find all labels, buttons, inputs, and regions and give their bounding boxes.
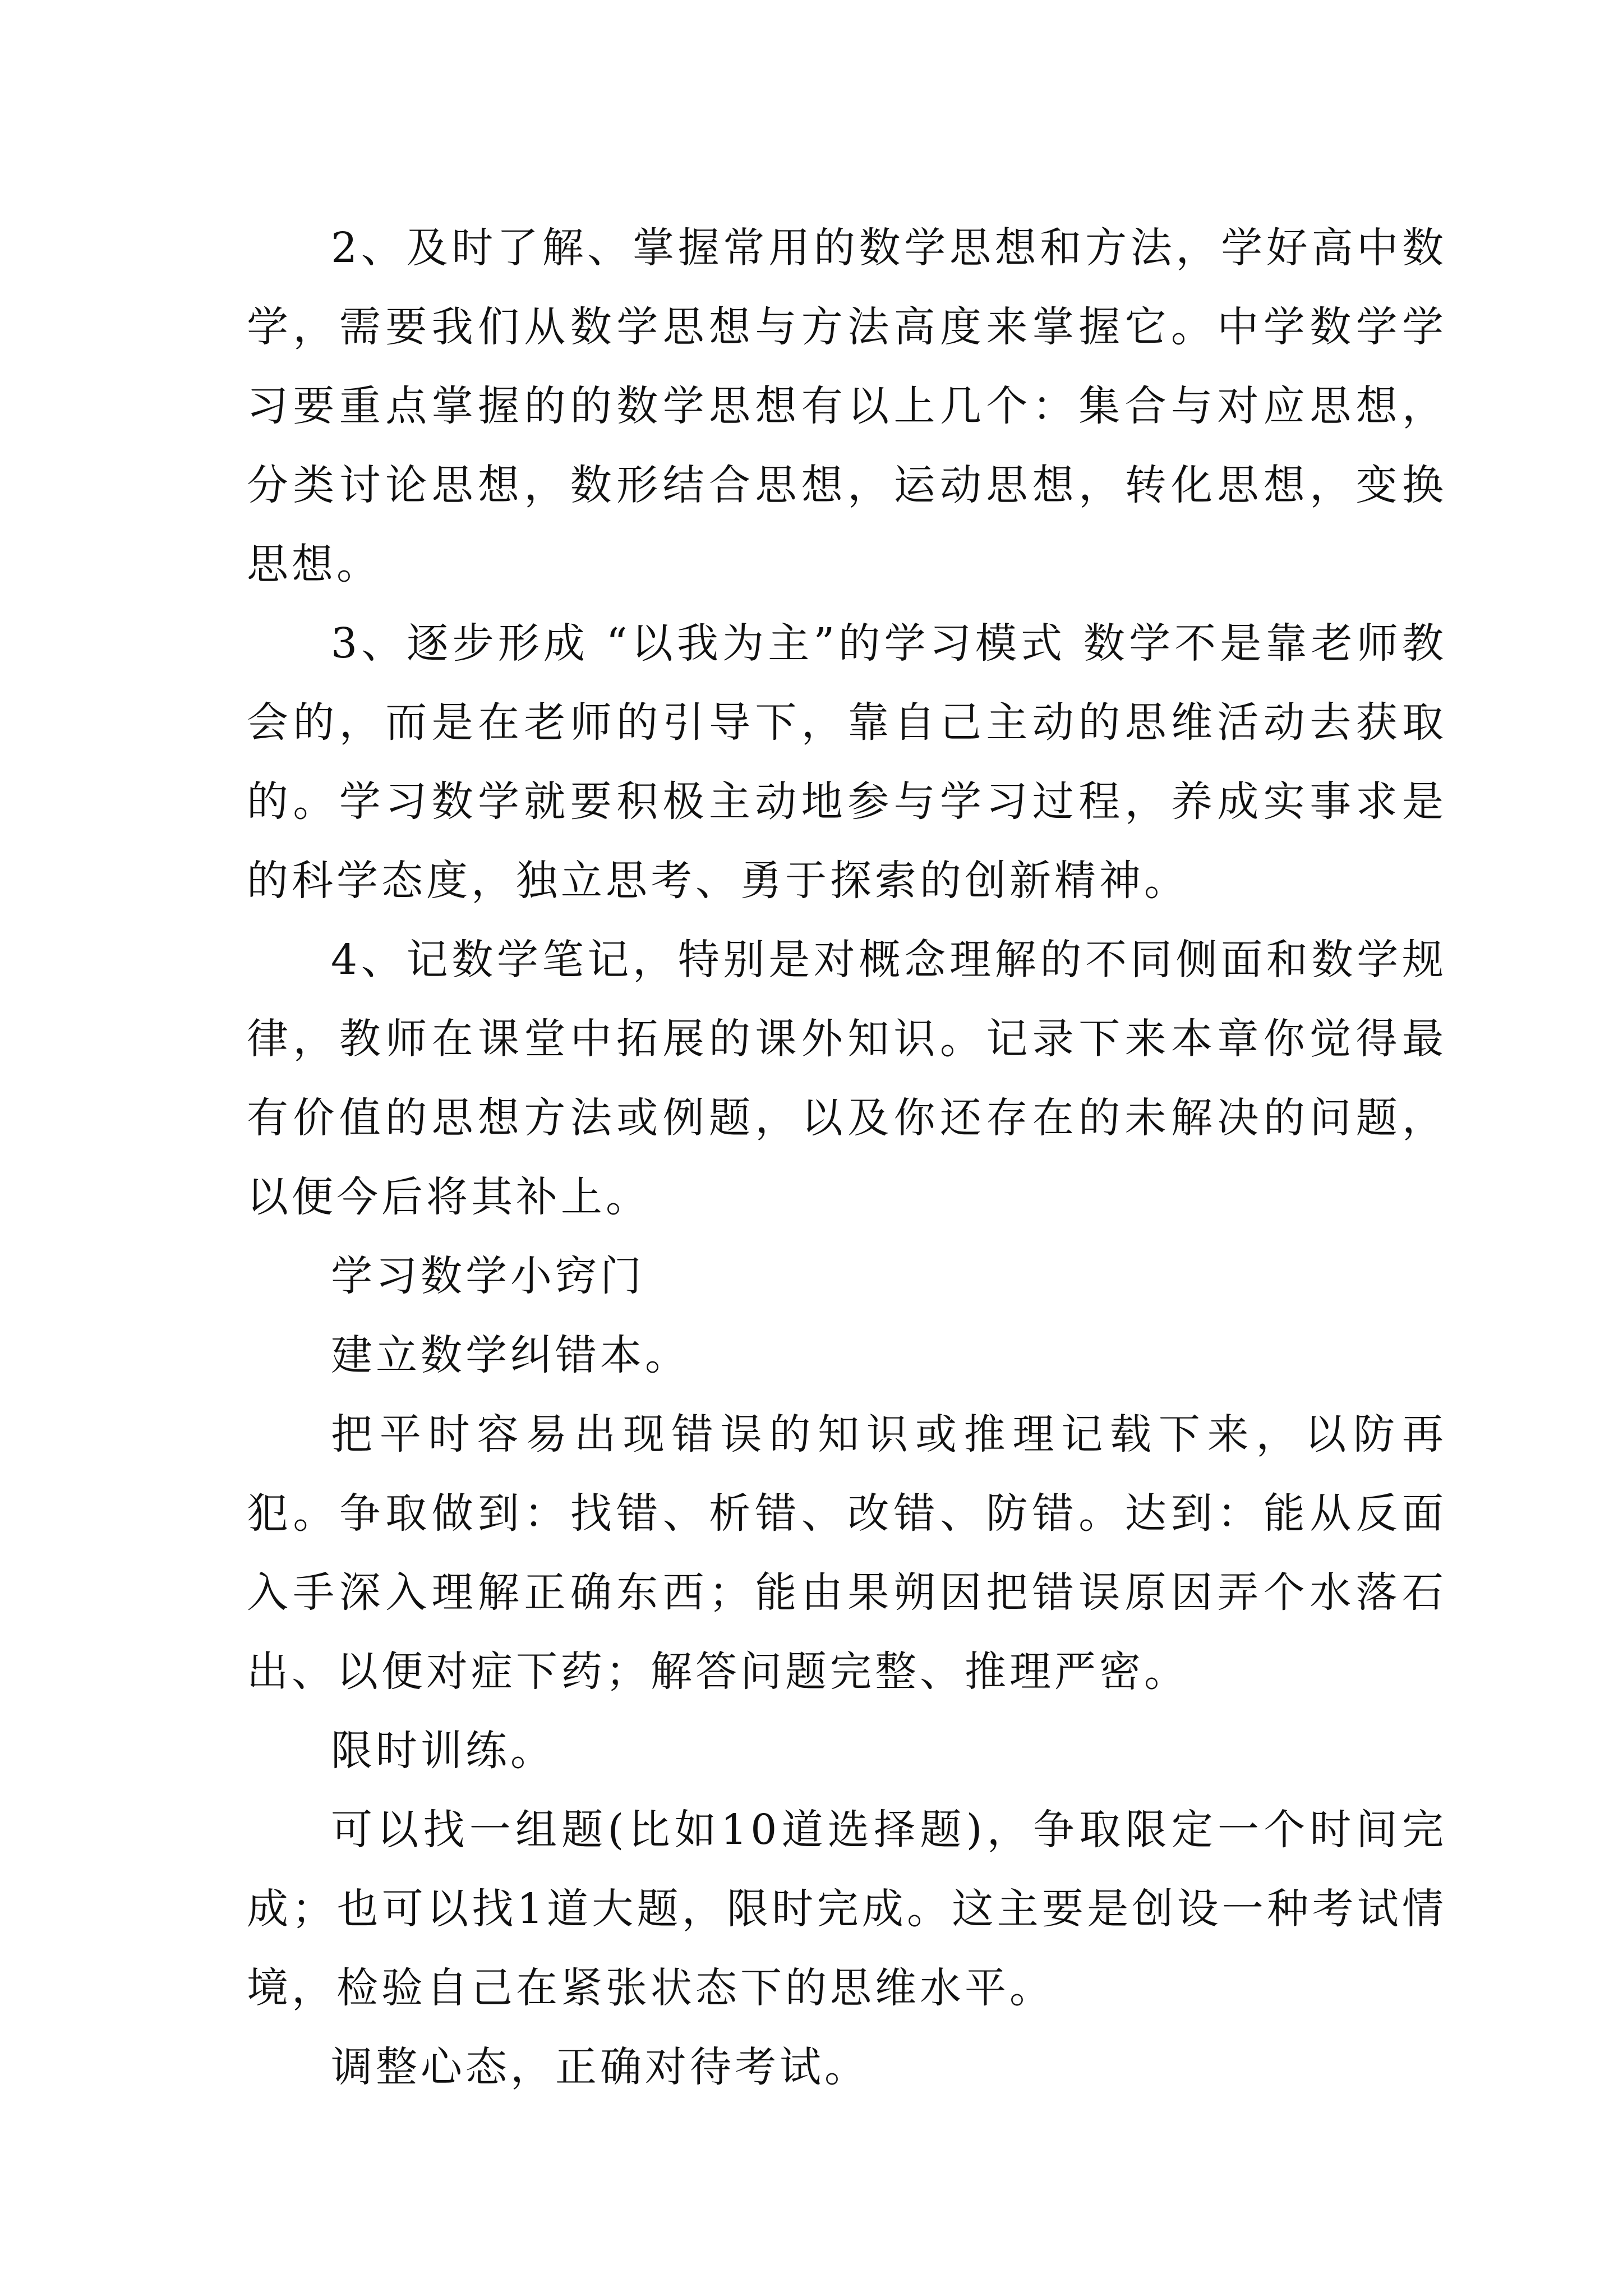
document-body [247, 209, 1447, 2107]
paragraph-error-book: 把平时容易出现错误的知识或推理记载下来，以防再犯。争取做到：找错、析错、改错、防错。达到：能从反面入手深入理解正确东西；能由果朔因把错误原因弄个水落石出、以便对症下药；解答问题完整、推理严密。 [247, 1410, 1447, 1696]
paragraph-timed-training: 可以找一组题(比如10道选择题)，争取限定一个时间完成；也可以找1道大题，限时完成。这主要是创设一种考试情境，检验自己在紧张状态下的思维水平。 [247, 1806, 1447, 2012]
paragraph-self-learning-mode: 3、逐步形成 “以我为主”的学习模式 数学不是靠老师教会的，而是在老师的引导下，靠自己主动的思维活动去获取的。学习数学就要积极主动地参与学习过程，养成实事求是的科学态度，独立思考、勇于探索的创新精神。 [247, 619, 1447, 905]
tip-heading-timed-training: 限时训练。 [331, 1727, 555, 1775]
paragraph-math-thinking: 2、及时了解、掌握常用的数学思想和方法，学好高中数学，需要我们从数学思想与方法高度来掌握它。中学数学学习要重点掌握的的数学思想有以上几个：集合与对应思想，分类讨论思想，数形结合思想，运动思想，转化思想，变换思想。 [247, 224, 1447, 588]
tip-heading-mindset: 调整心态，正确对待考试。 [331, 2043, 869, 2091]
section-heading-tips: 学习数学小窍门 [331, 1252, 645, 1300]
paragraph-math-notes: 4、记数学笔记，特别是对概念理解的不同侧面和数学规律，教师在课堂中拓展的课外知识。记录下来本章你觉得最有价值的思想方法或例题，以及你还存在的未解决的问题，以便今后将其补上。 [247, 936, 1447, 1221]
tip-heading-error-book: 建立数学纠错本。 [331, 1331, 690, 1379]
